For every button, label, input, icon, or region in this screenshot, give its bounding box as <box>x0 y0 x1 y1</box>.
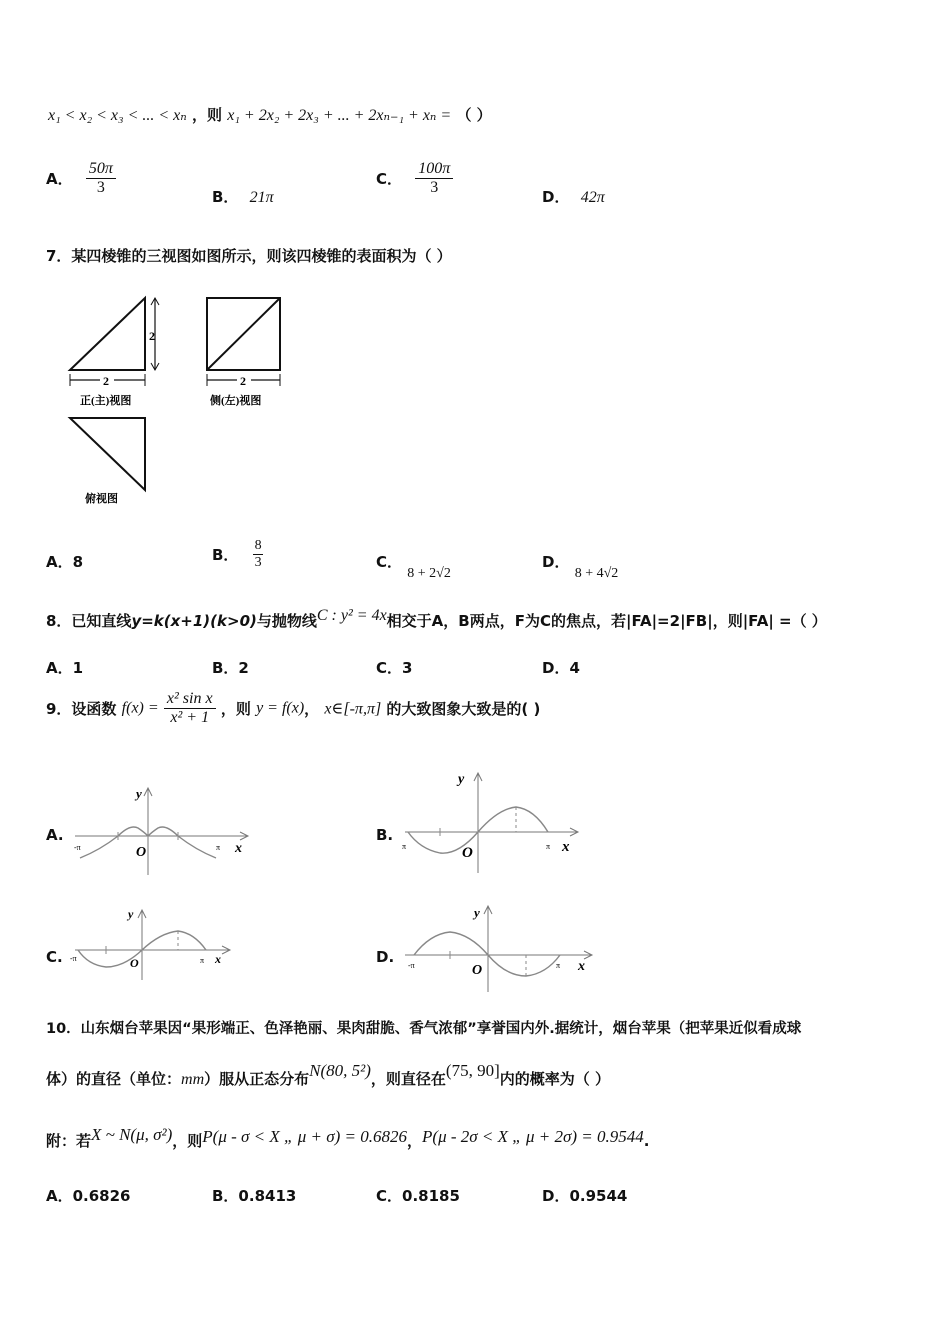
option-label: C． <box>376 553 403 571</box>
q10-stem-line2 <box>46 1061 610 1089</box>
q7-option-d[interactable] <box>542 551 619 581</box>
q9-graph-b[interactable] <box>400 765 590 875</box>
q8-option-b[interactable]: B．2 <box>212 659 249 677</box>
q10-interval: (75, 90] <box>445 1061 500 1080</box>
q10-distribution: X ~ N(μ, σ²) <box>91 1125 173 1144</box>
dim-label-front-width: 2 <box>103 374 109 388</box>
q9-graph-a[interactable] <box>70 780 260 880</box>
q8-mid: 与抛物线 <box>256 612 317 630</box>
q7-option-a[interactable]: A．8 <box>46 553 84 571</box>
q9-option-b-label[interactable]: B. <box>376 826 394 844</box>
y-label: y <box>136 786 142 801</box>
q6-stem <box>48 104 492 125</box>
q10-text: ，则 <box>172 1132 203 1150</box>
top-view-triangle <box>70 418 145 490</box>
pi-label: π <box>556 961 561 970</box>
option-value: 21π <box>249 189 274 206</box>
q8-stem <box>46 607 827 631</box>
neg-pi-label: -π <box>74 843 81 852</box>
q10-text: ，则直径在 <box>370 1070 446 1088</box>
numerator: 8 <box>254 538 262 553</box>
q6-expression: x₁ + 2x₂ + 2x₃ + ... + 2xₙ₋₁ + xₙ = <box>227 107 452 124</box>
q9-graph-d[interactable] <box>400 900 600 995</box>
q9-stem <box>46 690 540 727</box>
q8-option-c[interactable]: C．3 <box>376 659 413 677</box>
q10-appendix <box>46 1125 650 1151</box>
y-label: y <box>128 907 134 921</box>
fraction <box>415 160 453 197</box>
dim-label-side-width: 2 <box>240 374 246 388</box>
q8-option-d[interactable]: D．4 <box>542 659 580 677</box>
q6-paren: （ ） <box>456 106 492 124</box>
q9-option-c-label[interactable]: C. <box>46 948 63 966</box>
q10-text: . <box>643 1132 650 1150</box>
side-view-caption: 侧(左)视图 <box>210 395 262 407</box>
q10-text: ）服从正态分布 <box>204 1070 310 1088</box>
neg-pi-label: -π <box>70 954 77 963</box>
denominator: 3 <box>254 555 262 570</box>
option-label: B． <box>212 188 239 206</box>
q6-condition: x₁ < x₂ < x₃ < ... < xₙ <box>48 107 187 124</box>
fraction <box>252 538 265 571</box>
numerator: 50π <box>86 160 116 179</box>
origin-label: O <box>472 963 483 978</box>
x-label: x <box>235 841 242 856</box>
q8-option-a[interactable]: A．1 <box>46 659 84 677</box>
front-view-caption: 正(主)视图 <box>80 395 132 407</box>
origin-label: O <box>130 956 139 970</box>
y-label: y <box>458 772 465 787</box>
q6-then: ，则 <box>192 106 223 124</box>
option-label: D． <box>542 553 570 571</box>
fraction <box>86 160 116 197</box>
q10-stem-line1: 10．山东烟台苹果因“果形端正、色泽艳丽、果肉甜脆、香气浓郁”享誉国内外.据统计，烟台苹果（把苹果近似看成球 <box>46 1021 802 1037</box>
q8-parabola: C : y² = 4x <box>316 607 387 624</box>
q10-prob-2: P(μ - 2σ < X „ μ + 2σ) = 0.9544 <box>422 1127 644 1146</box>
q9-then: ，则 <box>220 700 251 718</box>
q10-option-c[interactable]: C．0.8185 <box>376 1187 460 1205</box>
q9-graph-c[interactable] <box>70 905 240 985</box>
q6-option-c[interactable] <box>376 160 453 197</box>
y-label: y <box>474 905 480 920</box>
q9-function-lhs: f(x) = <box>121 699 159 717</box>
q7-stem: 7．某四棱锥的三视图如图所示，则该四棱锥的表面积为（ ） <box>46 247 452 265</box>
q9-suffix: 的大致图象大致是的( ) <box>386 700 541 718</box>
denominator: 3 <box>430 179 439 196</box>
option-value: 42π <box>580 189 605 206</box>
option-label: D． <box>542 188 570 206</box>
q10-prob-1: P(μ - σ < X „ μ + σ) = 0.6826 <box>202 1127 408 1146</box>
q9-y-equation: y = f(x) <box>256 699 305 717</box>
q7-option-c[interactable] <box>376 551 451 581</box>
denominator: x² + 1 <box>170 709 210 726</box>
x-label: x <box>578 959 585 974</box>
q9-domain: x∈[-π,π] <box>324 700 382 718</box>
q9-function-fraction <box>164 690 216 727</box>
origin-label: O <box>462 845 473 861</box>
q9-comma: ， <box>304 700 320 718</box>
q10-text: ， <box>407 1132 423 1150</box>
option-label: C． <box>376 170 403 188</box>
q9-option-d-label[interactable]: D. <box>376 948 395 966</box>
q9-option-a-label[interactable]: A. <box>46 826 64 844</box>
dim-label-height: 2 <box>149 329 155 343</box>
option-label: A． <box>46 170 73 188</box>
x-label: x <box>215 952 221 966</box>
origin-label: O <box>136 845 147 860</box>
curve <box>414 932 560 976</box>
pi-label: π <box>546 842 551 851</box>
q10-normal-distribution: N(80, 5²) <box>309 1061 371 1080</box>
numerator: 100π <box>415 160 453 179</box>
neg-pi-label: -π <box>408 961 415 970</box>
x-label: x <box>562 839 570 855</box>
q7-option-b[interactable] <box>212 538 265 571</box>
option-label: B． <box>212 546 239 564</box>
front-view-triangle <box>70 298 145 370</box>
q10-option-a[interactable]: A．0.6826 <box>46 1187 131 1205</box>
option-value: 8 + 4√2 <box>574 566 619 581</box>
q6-option-a[interactable] <box>46 160 116 197</box>
neg-pi-label: π <box>402 842 407 851</box>
q9-prefix: 9．设函数 <box>46 700 117 718</box>
pi-label: π <box>216 843 221 852</box>
q7-three-views-figure <box>60 290 300 510</box>
q10-unit: mm <box>181 1071 205 1088</box>
q10-text: 内的概率为（ ） <box>499 1070 610 1088</box>
pi-label: π <box>200 956 205 965</box>
numerator: x² sin x <box>164 690 216 709</box>
q6-option-b[interactable] <box>212 186 274 207</box>
q10-option-d[interactable]: D．0.9544 <box>542 1187 628 1205</box>
q8-rest: 相交于A，B两点，F为C的焦点，若|FA|=2|FB|，则|FA| =（ ） <box>386 612 827 630</box>
q10-text: 附：若 <box>46 1132 92 1150</box>
q10-text: 体）的直径（单位： <box>46 1070 182 1088</box>
q8-line-equation: y=k(x+1)(k>0) <box>131 612 257 630</box>
q8-prefix: 8．已知直线 <box>46 612 132 630</box>
side-view-diagonal <box>207 298 280 370</box>
q10-option-b[interactable]: B．0.8413 <box>212 1187 297 1205</box>
denominator: 3 <box>96 179 105 196</box>
top-view-caption: 俯视图 <box>85 493 118 505</box>
q6-option-d[interactable] <box>542 186 605 207</box>
option-value: 8 + 2√2 <box>407 566 451 581</box>
